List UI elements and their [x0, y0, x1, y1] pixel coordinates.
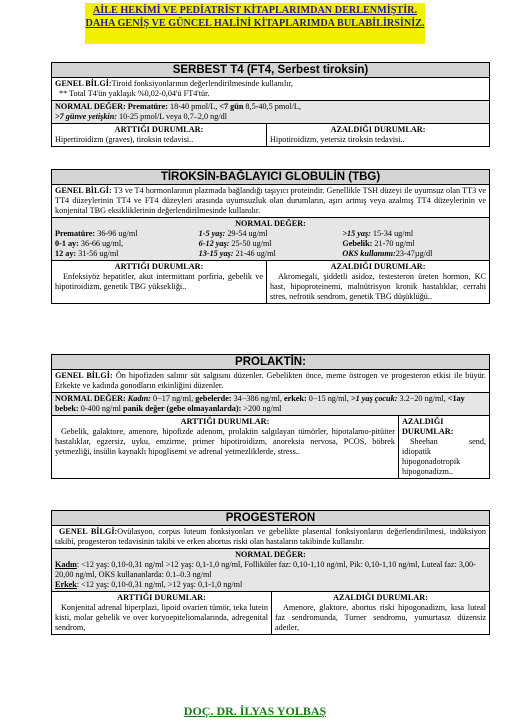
- tbg-normal-item-label: 1-5 yaş:: [198, 229, 226, 238]
- tbg-normal-item: [55, 229, 199, 239]
- prolactin-increase-label: ARTTIĞI DURUMLAR:: [180, 417, 270, 426]
- tbg-normal-item-label: >15 yaş:: [342, 229, 371, 238]
- prolactin-pregnant-label: gebelerde:: [195, 394, 232, 403]
- banner-line-2: DAHA GENİŞ VE GÜNCEL HALİNİ KİTAPLARIMDA BULABİLİRSİNİZ.: [85, 18, 425, 29]
- ft4-adult-label: >7 günve yetişkin:: [55, 112, 117, 121]
- ft4-7day-value: 8,5-40,5 pmol/L,: [243, 102, 301, 111]
- progesterone-male-text: : <12 yaş: 0,10-0,31 ng/ml, >12 yaş: 0,1-1,0 ng/ml: [76, 580, 243, 589]
- prolactin-panel: [51, 354, 490, 479]
- prolactin-title: PROLAKTİN:: [52, 355, 489, 370]
- tbg-info-label: GENEL BİLGİ:: [55, 186, 112, 195]
- ft4-general-info: [52, 78, 489, 101]
- tbg-increase-label: ARTTIĞI DURUMLAR:: [114, 262, 204, 271]
- progesterone-normal-values: [52, 549, 489, 592]
- tbg-normal-item-label: Gebelik:: [342, 239, 373, 248]
- tbg-normal-item-label: 0-1 ay:: [55, 239, 79, 248]
- tbg-normal-item-value: 25-50 ug/ml: [229, 239, 272, 248]
- prolactin-info-label: GENEL BİLGİ:: [55, 371, 113, 380]
- progesterone-info-label: GENEL BİLGİ:: [59, 527, 118, 536]
- prolactin-infant-label: <1ay bebek:: [55, 394, 465, 413]
- prolactin-child-label: >1 yaş çocuk:: [350, 394, 398, 403]
- progesterone-normal-label: NORMAL DEĞER:: [235, 550, 306, 559]
- tbg-normal-item: [55, 249, 199, 259]
- prolactin-conditions: [52, 416, 489, 478]
- prolactin-normal-label: NORMAL DEĞER:: [55, 394, 126, 403]
- ft4-info-note: ** Total T4'ün yaklaşık %0,02-0,04'ü FT4'tür.: [59, 89, 210, 98]
- tbg-normal-item-label: OKS kullanımı:: [342, 249, 396, 258]
- progesterone-general-info: [52, 526, 489, 549]
- tbg-decrease-text: Akromegali, şiddetli asidoz, testesteron üreten hormon, KC hast, hipoproteinemi, malnütrisyon kronik hastalıklar, cerrahi stres, nefrotik sendrom, genetik TBG düşüklüğü..: [270, 272, 486, 301]
- ft4-decrease-label: AZALDIĞI DURUMLAR:: [330, 125, 426, 134]
- progesterone-decrease-label: AZALDIĞI DURUMLAR:: [333, 593, 428, 602]
- author-signature: DOÇ. DR. İLYAS YOLBAŞ: [183, 704, 327, 718]
- ft4-adult-value: 10-25 pmol/L veya 0,7–2,0 ng/dl: [116, 112, 227, 121]
- ft4-premature-value: 18-40 pmol/L,: [167, 102, 220, 111]
- tbg-normal-item-value: 29-54 ug/ml: [225, 229, 268, 238]
- prolactin-pregnant-value: 34−386 ng/ml,: [231, 394, 284, 403]
- tbg-normal-item-label: Prematüre:: [55, 229, 96, 238]
- ft4-title: SERBEST T4 (FT4, Serbest tiroksin): [52, 63, 489, 78]
- tbg-normal-item: [342, 229, 486, 239]
- tbg-decrease-label: AZALDIĞI DURUMLAR:: [330, 262, 426, 271]
- tbg-general-info: [52, 185, 489, 218]
- tbg-normal-item-label: 12 ay:: [55, 249, 77, 258]
- tbg-normal-item-value: 31-56 ug/ml: [76, 249, 119, 258]
- banner-line-1: AİLE HEKİMİ VE PEDİATRİST KİTAPLARIMDAN DERLENMİŞTİR.: [92, 5, 418, 16]
- tbg-normal-item-value: 23-47µg/dl: [395, 249, 433, 258]
- tbg-normal-item-label: 13-15 yaş:: [198, 249, 234, 258]
- prolactin-panic-value: >200 ng/ml: [241, 404, 282, 413]
- prolactin-infant-value: 0-400 ng/ml: [78, 404, 124, 413]
- progesterone-increase-label: ARTTIĞI DURUMLAR:: [117, 593, 206, 602]
- progesterone-female-label: Kadın: [55, 560, 77, 569]
- progesterone-decrease-text: Amenore, glaktore, abortus riski hipogonadizm, kısa luteal faz sendromunda, Turner sendromu, yumurtasız düzensiz adetler,: [275, 603, 486, 632]
- progesterone-male-label: Erkek: [55, 580, 77, 589]
- tbg-normal-label: NORMAL DEĞER:: [235, 219, 306, 228]
- tbg-increase-text: Enfeksiyöz hepatitler, akut intermittant porfiria, gebelik ve hipotiroidizm, genetik TBG yüksekliği..: [55, 272, 263, 291]
- prolactin-female-value: 0−17 ng/ml,: [151, 394, 196, 403]
- ft4-premature-label: Prematüre:: [127, 102, 168, 111]
- progesterone-info-text: Ovülasyon, corpus luteum fonksiyonları ve gebelikte plasental fonksiyonların değerlendirilmesi, indüksiyon takibi, progesteron tedavisinin takibi ve erken abortus riski olan hastaların takibinde kullanılır.: [55, 527, 486, 546]
- tbg-normal-item-value: 36-66 ug/ml,: [78, 239, 124, 248]
- ft4-info-text: Tiroid fonksiyonlarının değerlendirilmesinde kullanılır,: [111, 79, 293, 88]
- tbg-normal-item-value: 36-96 ug/ml: [95, 229, 138, 238]
- ft4-increase-text: Hipertiroidizm (graves), tiroksin tedavisi..: [55, 135, 194, 144]
- prolactin-child-value: 3.2−20 ng/ml,: [397, 394, 448, 403]
- progesterone-panel: [51, 510, 490, 635]
- tbg-panel: [51, 169, 490, 304]
- tbg-info-text: T3 ve T4 hormonlarının plazmada bağlandığı taşıyıcı proteindir. Genellikle TSH düzeyi ile uyumsuz olan TT3 ve TT4 düzeylerinin TT4 ve FT4 düzeyleri arasında uyumsuzluk olan durumların, aşırı artmış veya azalmış TT4 düzeylerinin ve konjenital TBG eksikliklerinin değerlendirilmesinde kullanılır.: [55, 186, 486, 215]
- progesterone-conditions: [52, 592, 489, 634]
- tbg-normal-values: [52, 218, 489, 261]
- progesterone-increase-text: Konjenital adrenal hiperplazi, lipoid ovarien tümör, teka lutein kisti, molar gebelik ve over koryoepiteliomalarında, adregenital sendrom,: [55, 603, 268, 632]
- ft4-conditions: [52, 124, 489, 146]
- tbg-conditions: [52, 261, 489, 303]
- tbg-normal-item: [342, 239, 486, 249]
- prolactin-decrease-text: Sheehan send, idiopatik hipogonadotropik hipogonadizm..: [402, 437, 486, 476]
- prolactin-decrease-label: AZALDIĞI DURUMLAR:: [402, 417, 454, 436]
- ft4-panel: [51, 62, 490, 147]
- prolactin-general-info: [52, 370, 489, 393]
- progesterone-title: PROGESTERON: [52, 511, 489, 526]
- prolactin-normal-values: [52, 393, 489, 416]
- tbg-normal-item-value: 21-70 ug/ml: [372, 239, 415, 248]
- tbg-normal-grid: [55, 229, 486, 259]
- prolactin-female-label: Kadın:: [125, 394, 151, 403]
- ft4-info-label: GENEL BİLGİ:: [55, 79, 112, 88]
- ft4-decrease-text: Hipotiroidizm, yetersiz tiroksin tedavisi..: [270, 135, 405, 144]
- prolactin-male-label: erkek:: [283, 394, 307, 403]
- ft4-7day-label: <7 gün: [219, 102, 244, 111]
- tbg-normal-item-label: 6-12 yaş:: [198, 239, 230, 248]
- progesterone-female-text: : <12 yaş: 0,10-0,31 ng/ml >12 yaş: 0,1-1,0 ng/ml, Folliküler faz: 0,10-1,10 ng/ml, Pik: 0,10-1,10 ng/ml, Luteal faz: 3,00-20,00 ng/ml, OKS kullananlarda: 0.1–0.3 ng/ml: [55, 560, 476, 579]
- prolactin-male-value: 0−15 ng/ml,: [306, 394, 351, 403]
- ft4-normal-label: NORMAL DEĞER:: [55, 102, 126, 111]
- prolactin-info-text: Ön hipofizden salınır süt salgısını düzenler. Gebelikten önce, meme östrogen ve progesteron etkisi ile büyür. Erkekte ve kadında gonodların etkinliğini düzenler.: [55, 371, 487, 390]
- tbg-title: TİROKSİN-BAĞLAYICI GLOBULİN (TBG): [52, 170, 489, 185]
- tbg-normal-item: [342, 249, 486, 259]
- prolactin-increase-text: Gebelik, galaktore, amenore, hipofizde adenom, prolaktin salgılayan tümörler, hipotalamo-pitüiter hastalıklar, egzersiz, uyku, emzirme, primer hipotiroidizm, anoreksia nervosa, PCOS, böbrek yetmezliği, insülin kaynaklı hipoglisemi ve adrenal yetmezliklerde, stress..: [55, 427, 395, 456]
- ft4-normal-values: [52, 101, 489, 124]
- tbg-normal-item: [199, 249, 343, 259]
- tbg-normal-item-value: 21-46 ug/ml: [233, 249, 276, 258]
- tbg-normal-item-value: 15-34 ug/ml: [370, 229, 414, 238]
- prolactin-panic-label: panik değer (gebe olmayanlarda):: [123, 404, 242, 413]
- tbg-normal-item: [199, 229, 343, 239]
- disclaimer-banner: [85, 3, 425, 44]
- ft4-increase-label: ARTTIĞI DURUMLAR:: [114, 125, 204, 134]
- tbg-normal-item: [199, 239, 343, 249]
- tbg-normal-item: [55, 239, 199, 249]
